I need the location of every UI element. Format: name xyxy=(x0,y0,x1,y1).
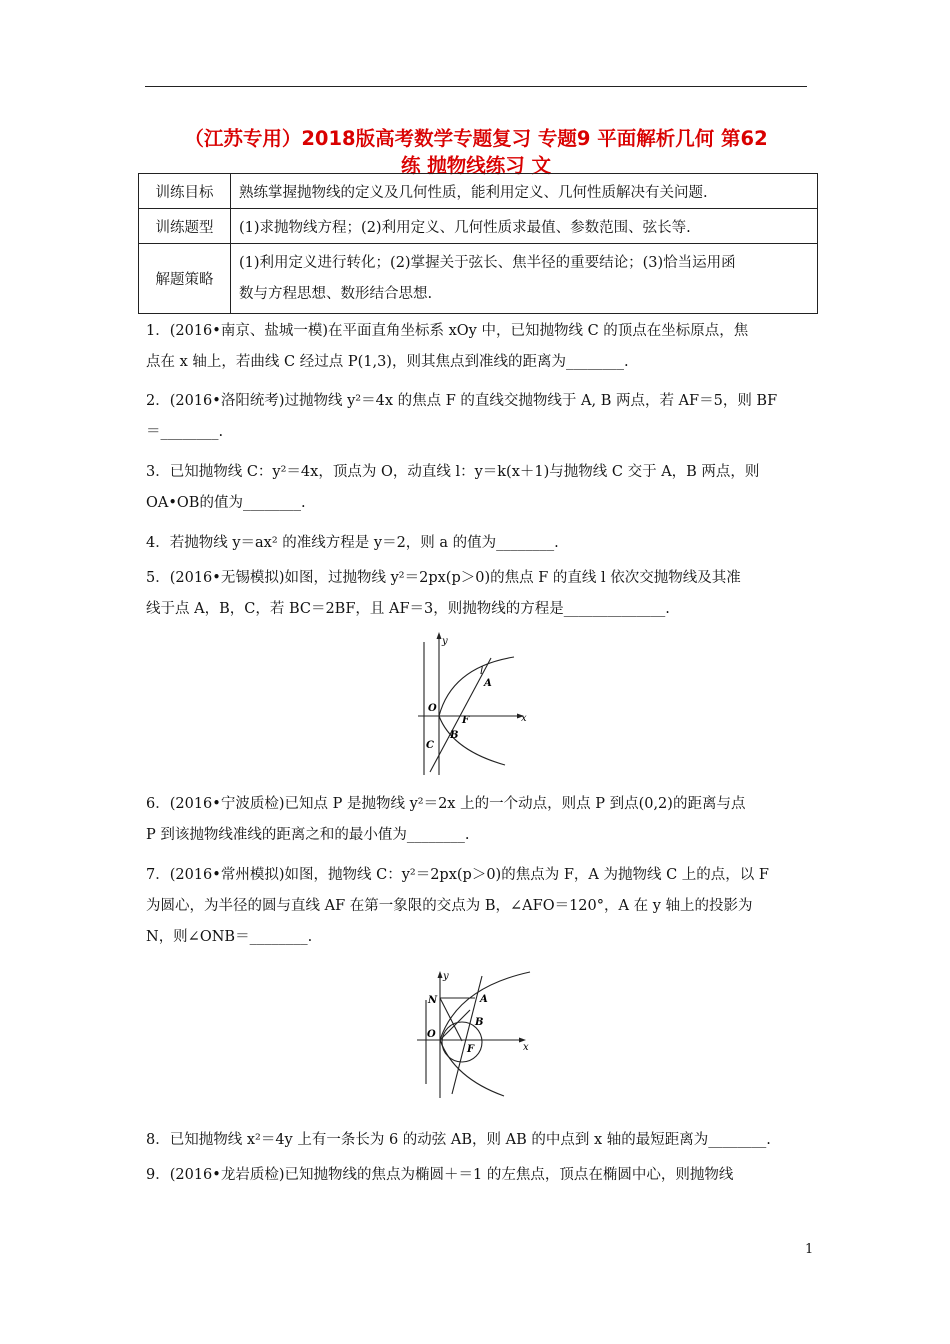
question-line: 线于点 A，B，C，若 BC＝2BF，且 AF＝3，则抛物线的方程是______________. xyxy=(146,601,670,617)
label-y: y xyxy=(442,636,448,647)
page-number: 1 xyxy=(805,1242,814,1257)
row-content-line: (1)利用定义进行转化；(2)掌握关于弦长、焦半径的重要结论；(3)恰当运用函 xyxy=(239,254,736,271)
label-N: N xyxy=(428,995,438,1006)
label-y: y xyxy=(443,971,449,982)
question-5 xyxy=(146,563,816,625)
row-content-line: 数与方程思想、数形结合思想. xyxy=(239,285,433,302)
figure-2-parabola-circle xyxy=(412,966,536,1100)
label-x: x xyxy=(521,713,527,724)
label-A: A xyxy=(480,994,488,1005)
question-line: 2．(2016•洛阳统考)过抛物线 y²＝4x 的焦点 F 的直线交抛物线于 A, B 两点，若 AF＝5，则 BF xyxy=(146,393,778,409)
question-line: N，则∠ONB＝________. xyxy=(146,929,313,945)
table-row xyxy=(139,244,818,314)
label-O: O xyxy=(428,703,437,714)
question-line: 8．已知抛物线 x²＝4y 上有一条长为 6 的动弦 AB，则 AB 的中点到 x 轴的最短距离为________. xyxy=(146,1132,771,1148)
row-label: 训练目标 xyxy=(139,174,231,209)
figure-1-parabola xyxy=(410,630,540,778)
label-O: O xyxy=(427,1029,436,1040)
question-line: 6．(2016•宁波质检)已知点 P 是抛物线 y²＝2x 上的一个动点，则点 P 到点(0,2)的距离与点 xyxy=(146,796,746,812)
label-F: F xyxy=(467,1044,475,1055)
question-3 xyxy=(146,457,816,519)
question-line: 点在 x 轴上，若曲线 C 经过点 P(1,3)，则其焦点到准线的距离为________. xyxy=(146,354,629,370)
label-F: F xyxy=(462,715,470,726)
question-2 xyxy=(146,386,816,448)
label-A: A xyxy=(484,678,492,689)
question-line: 为圆心，为半径的圆与直线 AF 在第一象限的交点为 B，∠AFO＝120°，A 在 y 轴上的投影为 xyxy=(146,898,753,914)
y-axis-arrow xyxy=(438,971,443,978)
question-7 xyxy=(146,860,816,953)
label-C: C xyxy=(426,740,434,751)
row-content: 熟练掌握抛物线的定义及几何性质，能利用定义、几何性质解决有关问题. xyxy=(231,174,818,209)
question-9 xyxy=(146,1160,816,1191)
question-8 xyxy=(146,1125,816,1156)
question-line: 3．已知抛物线 C：y²＝4x，顶点为 O，动直线 l：y＝k(x＋1)与抛物线 C 交于 A，B 两点，则 xyxy=(146,464,760,480)
question-4 xyxy=(146,528,816,559)
page-title-line1: （江苏专用）2018版高考数学专题复习 专题9 平面解析几何 第62 xyxy=(184,127,768,150)
parabola-curve xyxy=(439,657,514,765)
question-line: OA•OB的值为________. xyxy=(146,495,306,511)
question-1 xyxy=(146,316,816,378)
question-6 xyxy=(146,789,816,851)
label-B: B xyxy=(475,1017,484,1028)
page-title-line2: 练 抛物线练习 文 xyxy=(400,154,552,177)
question-line: P 到该抛物线准线的距离之和的最小值为________. xyxy=(146,827,470,843)
question-line: 9．(2016•龙岩质检)已知抛物线的焦点为椭圆＋＝1 的左焦点，顶点在椭圆中心，则抛物线 xyxy=(146,1167,734,1183)
row-label: 解题策略 xyxy=(139,244,231,314)
label-l: l xyxy=(480,666,484,677)
row-content xyxy=(231,244,818,314)
segment-OB xyxy=(440,1010,470,1040)
parabola-curve xyxy=(440,972,530,1096)
table-row xyxy=(139,174,818,209)
training-info-table xyxy=(138,173,818,314)
question-line: 4．若抛物线 y＝ax² 的准线方程是 y＝2，则 a 的值为________. xyxy=(146,535,559,551)
question-line: 7．(2016•常州模拟)如图，抛物线 C：y²＝2px(p＞0)的焦点为 F，A 为抛物线 C 上的点，以 F xyxy=(146,867,769,883)
y-axis-arrow xyxy=(437,632,442,639)
header-rule xyxy=(145,86,807,87)
question-line: 1．(2016•南京、盐城一模)在平面直角坐标系 xOy 中，已知抛物线 C 的顶点在坐标原点，焦 xyxy=(146,323,749,339)
row-label: 训练题型 xyxy=(139,209,231,244)
table-row xyxy=(139,209,818,244)
question-line: 5．(2016•无锡模拟)如图，过抛物线 y²＝2px(p＞0)的焦点 F 的直线 l 依次交抛物线及其准 xyxy=(146,570,741,586)
label-B: B xyxy=(450,730,459,741)
row-content: (1)求抛物线方程；(2)利用定义、几何性质求最值、参数范围、弦长等. xyxy=(231,209,818,244)
question-line: ＝________. xyxy=(146,424,224,440)
label-x: x xyxy=(523,1042,529,1053)
